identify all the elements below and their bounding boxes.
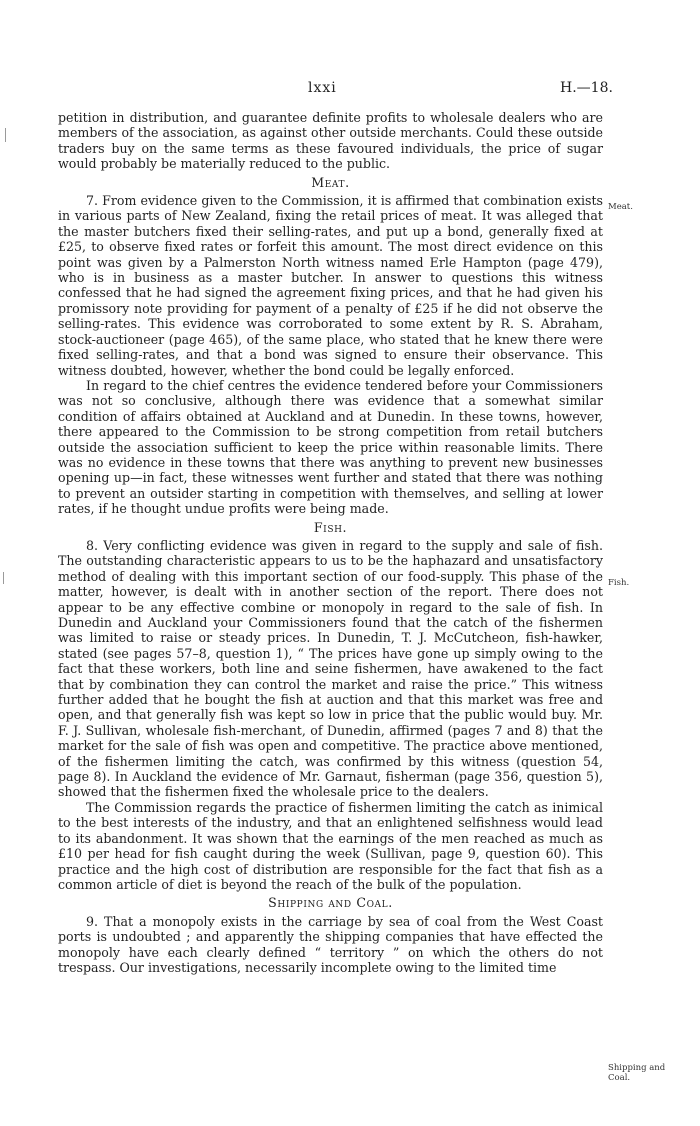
heading-shipping-and-coal: Shipping and Coal. xyxy=(268,895,393,911)
margin-note-meat: Meat. xyxy=(608,202,633,212)
heading-fish: Fish. xyxy=(313,519,348,535)
margin-note-shipping-line2: Coal. xyxy=(608,1073,631,1083)
margin-note-fish: Fish. xyxy=(608,578,630,588)
margin-note-shipping-line1: Shipping and xyxy=(608,1063,666,1073)
page-number: lxxi xyxy=(308,80,337,96)
margin-note-shipping xyxy=(608,1063,698,1083)
heading-meat: Meat. xyxy=(311,174,350,190)
document-reference: H.—18. xyxy=(560,80,613,96)
shipping-paragraph-1: 9. That a monopoly exists in the carriage by sea of coal from the West Coast ports is undoubted ; and apparently the shipping companies that have effected the monopoly have each clearly defined “ territory ” on which the others do not trespass. Our investigations, necessarily incomplete owing to the limited time xyxy=(58,913,603,975)
page-header xyxy=(0,80,700,100)
body-text xyxy=(58,110,603,975)
scan-mark xyxy=(3,572,4,584)
scan-mark xyxy=(5,128,6,142)
meat-paragraph-2: In regard to the chief centres the evidence tendered before your Commissioners was not so conclusive, although there was evidence that a somewhat similar condition of affairs obtained at Auckland and at Dunedin. In these towns, however, there appeared to the Commission to be strong competition from retail butchers outside the association sufficient to keep the price within reasonable limits. There was no evidence in these towns that there was anything to prevent new businesses opening up—in fact, these witnesses went further and stated that there was nothing to prevent an outsider starting in competition with themselves, and selling at lower rates, if he thought undue profits were being made. xyxy=(58,377,603,517)
fish-paragraph-2: The Commission regards the practice of fishermen limiting the catch as inimical to the best interests of the industry, and that an enlightened selfishness would lead to its abandonment. It was shown that the earnings of the men reached as much as £10 per head for fish caught during the week (Sullivan, page 9, question 60). This practice and the high cost of distribution are responsible for the fact that fish as a common article of diet is beyond the reach of the bulk of the population. xyxy=(58,799,603,892)
meat-paragraph-1: 7. From evidence given to the Commission, it is affirmed that combination exists in various parts of New Zealand, fixing the retail prices of meat. It was alleged that the master butchers fixed their selling-rates, and put up a bond, generally fixed at £25, to observe fixed rates or forfeit this amount. The most direct evidence on this point was given by a Palmerston North witness named Erle Hampton (page 479), who is in business as a master butcher. In answer to questions this witness confessed that he had signed the agreement fixing prices, and that he had given his promissory note providing for payment of a penalty of £25 if he did not observe the selling-rates. This evidence was corroborated to some extent by R. S. Abraham, stock-auctioneer (page 465), of the same place, who stated that he knew there were fixed selling-rates, and that a bond was signed to ensure their observance. This witness doubted, however, whether the bond could be legally enforced. xyxy=(58,193,603,378)
fish-paragraph-1: 8. Very conflicting evidence was given in regard to the supply and sale of fish. The outstanding characteristic appears to us to be the haphazard and unsatisfactory method of dealing with this important section of our food-supply. This phase of the matter, however, is dealt with in another section of the report. There does not appear to be any effective combine or monopoly in regard to the sale of fish. In Dunedin and Auckland your Commissioners found that the catch of the fishermen was limited to raise or steady prices. In Dunedin, T. J. McCutcheon, fish-hawker, stated (see pages 57–8, question 1), “ The prices have gone up simply owing to the fact that these workers, both line and seine fishermen, have awakened to the fact that by combination they can control the market and raise the price.” This witness further added that he bought the fish at auction and that this market was free and open, and that generally fish was kept so low in price that the public would buy. Mr. F. J. Sullivan, wholesale fish-merchant, of Dunedin, affirmed (pages 7 and 8) that the market for the sale of fish was open and competitive. The practice above mentioned, of the fishermen limiting the catch, was confirmed by this witness (question 54, page 8). In Auckland the evidence of Mr. Garnaut, fisherman (page 356, question 5), showed that the fishermen fixed the wholesale price to the dealers. xyxy=(58,537,603,800)
intro-paragraph: petition in distribution, and guarantee definite profits to wholesale dealers who are members of the association, as against other outside merchants. Could these outside traders buy on the same terms as these favoured individuals, the price of sugar would probably be materially reduced to the public. xyxy=(58,110,603,172)
